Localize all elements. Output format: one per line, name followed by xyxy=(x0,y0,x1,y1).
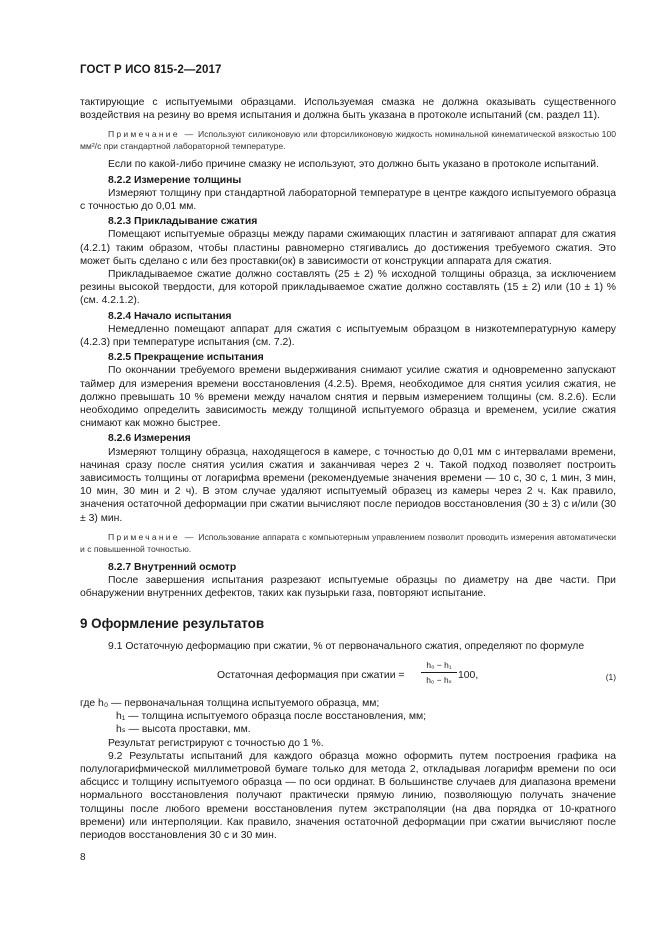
subsection-heading: 8.2.5 Прекращение испытания xyxy=(108,352,264,364)
legend-line: где h₀ — первоначальная толщина испытуемого образца, мм; xyxy=(80,697,380,709)
formula-numerator: h₀ − h₁ xyxy=(421,660,457,673)
formula-label: Остаточная деформация при сжатии = xyxy=(217,669,405,681)
note-label: Примечание — xyxy=(108,129,196,140)
paragraph: После завершения испытания разрезают испытуемые образцы по диаметру на две части. При обнаружении внутренних дефектов, таких как пузырьки газа, повторяют испытание. xyxy=(80,575,616,600)
paragraph: Если по какой-либо причине смазку не используют, это должно быть указано в протоколе испытаний. xyxy=(108,159,599,171)
note xyxy=(80,531,616,555)
formula-fraction xyxy=(421,660,457,686)
subsection-heading: 8.2.7 Внутренний осмотр xyxy=(108,561,237,573)
formula-tail: 100, xyxy=(458,669,479,681)
subsection-heading: 8.2.3 Прикладывание сжатия xyxy=(108,216,258,228)
paragraph: Измеряют толщину образца, находящегося в камере, с точностью до 0,01 мм с интервалами времени, начиная сразу после снятия усилия сжатия и заканчивая через 2 ч. Такой подход позволяет построить зависимость толщины от логарифма времени (рекомендуемые значения времени — 10 с, 30 с, 1 мин, 3 мин, 10 мин, 30 мин и 2 ч). В этом случае удаляют испытуемый образец из камеры через 2 ч. Как правило, значения остаточной деформации при сжатии вычисляют после периодов восстановления (30 ± 3) с и/или (30 ± 3) мин. xyxy=(80,446,616,524)
section-heading: 9 Оформление результатов xyxy=(80,615,265,631)
legend-line: h₁ — толщина испытуемого образца после восстановления, мм; xyxy=(116,711,427,723)
legend-line: hₛ — высота проставки, мм. xyxy=(116,724,251,736)
paragraph: Измеряют толщину при стандартной лабораторной температуре в центре каждого испытуемого образца с точностью до 0,01 мм. xyxy=(80,187,616,213)
paragraph: Результат регистрируют с точностью до 1 %. xyxy=(108,737,324,749)
formula-number: (1) xyxy=(605,671,616,682)
paragraph: Немедленно помещают аппарат для сжатия с испытуемым образцом в низкотемпературную камеру (4.2.3) при температуре испытания (см. 7.2). xyxy=(80,323,616,349)
paragraph: Помещают испытуемые образцы между парами сжимающих пластин и затягивают аппарат для сжатия (4.2.1) таким образом, чтобы пластины равномерно стягивались до достижения требуемого сжатия. Это может быть сделано с или без проставки(ок) в зависимости от конструкции аппарата для сжатия. xyxy=(80,229,616,267)
note-text: Используют силиконовую или фторсиликоновую жидкость номинальной кинематической вязкостью 100 мм²/с при стандартной лабораторной температуре. xyxy=(80,129,617,152)
paragraph: 9.2 Результаты испытаний для каждого образца можно оформить путем построения графика на полулогарифмической миллиметровой бумаге только для метода 2, откладывая логарифм времени по оси абсцисс и толщину испытуемого образца — по оси ординат. В большинстве случаев для диапазона времени нормального восстановления получают практически прямую линию, позволяющую получать значение толщины после любого времени восстановления путем экстраполяции (на два порядка от 10-кратного времени) или интерполяции. Как правило, значения остаточной деформации при сжатии вычисляют после периодов восстановления 30 с и 30 мин. xyxy=(80,750,616,841)
note-text: Использование аппарата с компьютерным управлением позволит проводить измерения автоматически и с повышенной точностью. xyxy=(80,531,617,554)
note-label: Примечание — xyxy=(108,531,196,542)
subsection-heading: 8.2.6 Измерения xyxy=(108,433,191,445)
formula xyxy=(80,659,616,691)
page-number: 8 xyxy=(80,852,86,863)
paragraph: По окончании требуемого времени выдерживания снимают усилие сжатия и одновременно запускают таймер для измерения времени восстановления (4.2.5). Время, необходимое для снятия усилия сжатия, не должно превышать 10 % времени между началом снятия и первым измерением толщины (см. 8.2.6). Если необходимо определить зависимость между толщиной испытуемого образца и временем, усилие сжатия снимают как можно быстрее. xyxy=(80,365,616,430)
paragraph: 9.1 Остаточную деформацию при сжатии, % от первоначального сжатия, определяют по формуле xyxy=(108,640,585,652)
paragraph: Прикладываемое сжатие должно составлять (25 ± 2) % исходной толщины образца, за исключением резины высокой твердости, для которой прикладываемое сжатие должно составлять (15 ± 2) или (10 ± 1) % (см. 4.2.1.2). xyxy=(80,269,616,307)
paragraph: тактирующие с испытуемыми образцами. Используемая смазка не должна оказывать существенного воздействия на резину во время испытания и должна быть указана в протоколе испытаний (см. раздел 11). xyxy=(80,97,616,122)
formula-denominator: h₀ − hₛ xyxy=(426,674,452,685)
subsection-heading: 8.2.2 Измерение толщины xyxy=(108,174,242,186)
doc-header: ГОСТ Р ИСО 815-2—2017 xyxy=(80,64,222,76)
subsection-heading: 8.2.4 Начало испытания xyxy=(108,310,232,322)
document-body xyxy=(80,96,616,842)
note xyxy=(80,128,616,152)
